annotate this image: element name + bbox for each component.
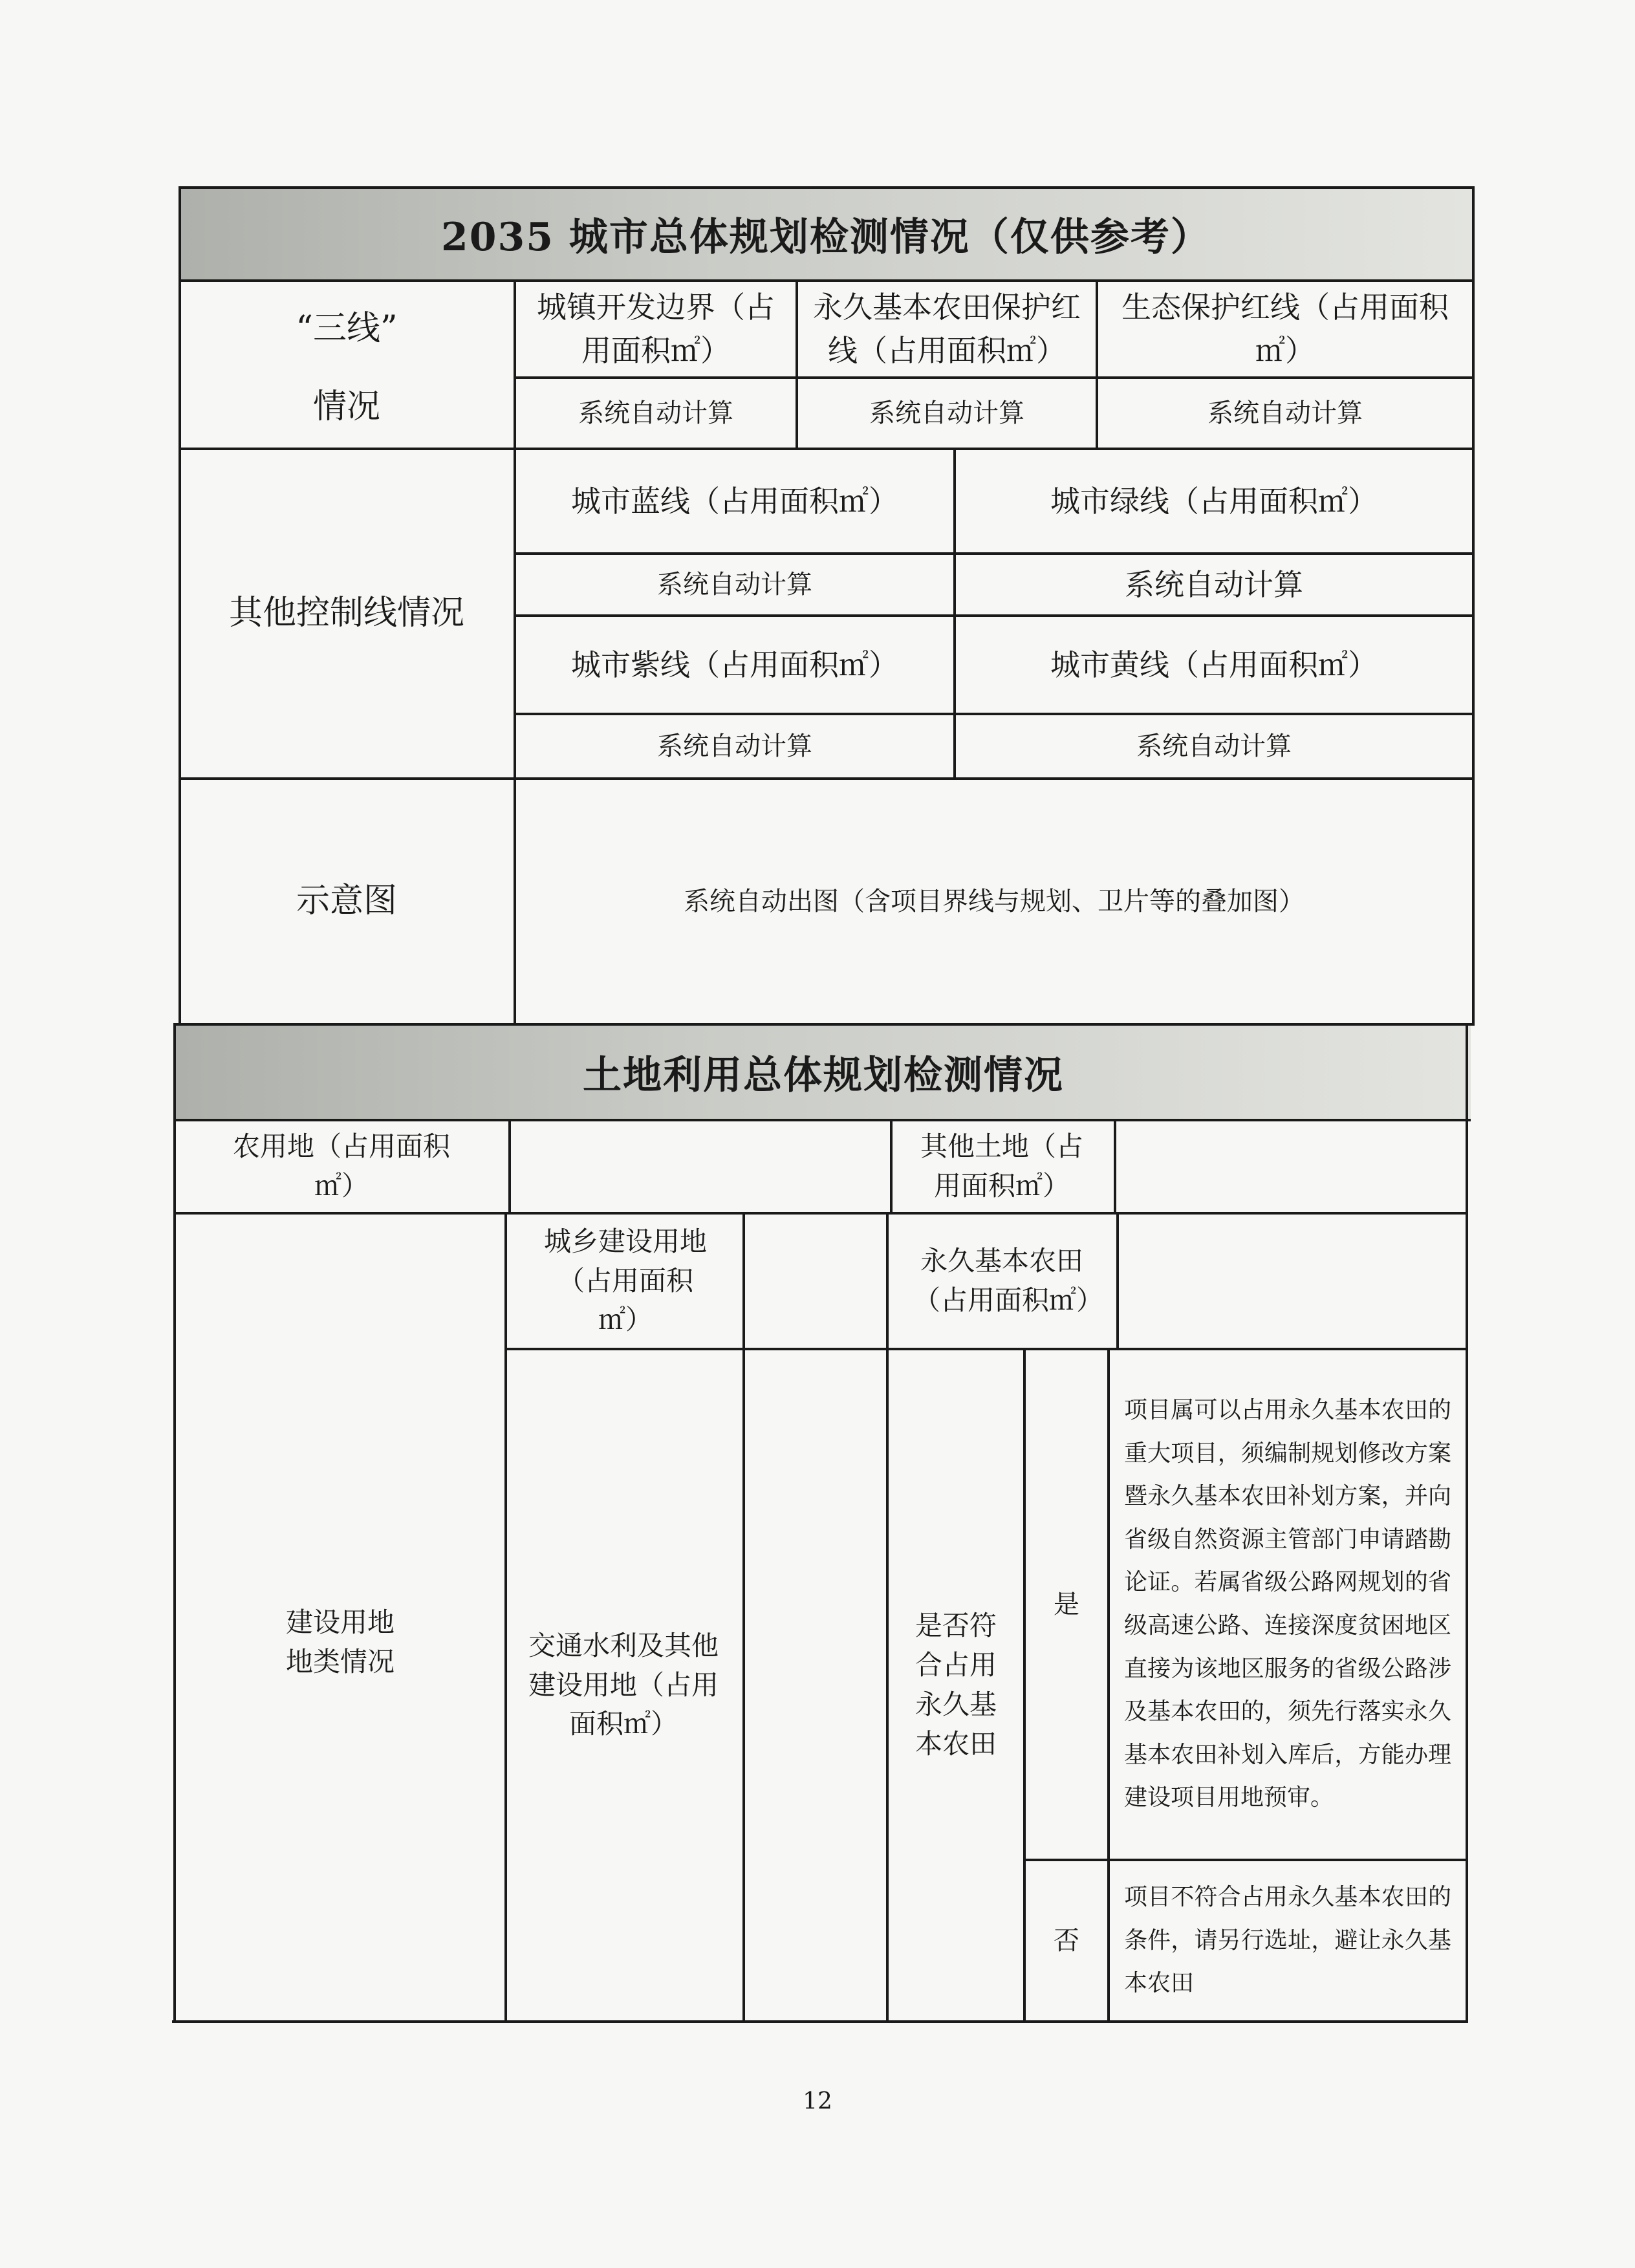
- s1-header-bottom-border: [179, 279, 1475, 282]
- yes-option: 是: [1054, 1590, 1079, 1619]
- construction-land-label: 建设用地 地类情况: [285, 1606, 395, 1678]
- s2-left-border: [173, 1023, 176, 2023]
- no-option: 否: [1054, 1926, 1079, 1956]
- section1-header: [179, 188, 1473, 281]
- s2-col-divider-b: [742, 1212, 745, 2022]
- green-line-value: 系统自动计算: [1125, 567, 1303, 602]
- s2-top-border: [176, 1023, 1472, 1026]
- s1-top-border: [179, 186, 1475, 189]
- farmland-header: 农用地（占用面积㎡）: [232, 1130, 450, 1202]
- conform-question: 是否符合占用永久基本农田: [915, 1610, 997, 1760]
- s2-right-border: [1466, 1023, 1468, 2023]
- urban-dev-boundary-header: 城镇开发边界（占用面积㎡）: [537, 290, 775, 368]
- s2-col-divider-a: [504, 1212, 507, 2022]
- yellow-line-header: 城市黄线（占用面积㎡）: [1050, 647, 1378, 682]
- s2-col-divider-d-top: [1114, 1119, 1116, 1213]
- eco-red-value: 系统自动计算: [1207, 398, 1363, 428]
- s1-col-divider-1: [796, 279, 798, 449]
- s1-sanxian-mid-border: [515, 376, 1475, 379]
- s2-col-divider-d: [1116, 1212, 1119, 1349]
- s1-left-border: [179, 186, 181, 1026]
- blue-line-header: 城市蓝线（占用面积㎡）: [571, 483, 898, 519]
- eco-red-line-header: 生态保护红线（占用面积㎡）: [1121, 290, 1449, 368]
- s2-col-divider-a-top: [508, 1119, 511, 1213]
- other-land-header: 其他土地（占用面积㎡）: [920, 1130, 1083, 1202]
- purple-line-value: 系统自动计算: [657, 731, 812, 761]
- farmland-red-line-header: 永久基本农田保护红线（占用面积㎡）: [813, 290, 1081, 368]
- s2-header-bottom-border: [175, 1119, 1471, 1121]
- s2-col-divider-e: [1023, 1348, 1026, 2022]
- section2-title: 土地利用总体规划检测情况: [583, 1053, 1064, 1098]
- diagram-value: 系统自动出图（含项目界线与规划、卫片等的叠加图）: [684, 887, 1305, 916]
- s1-other-col-divider: [953, 448, 956, 779]
- diagram-label: 示意图: [296, 881, 397, 921]
- s1-right-border: [1472, 186, 1475, 1026]
- s1-col-divider-2: [1096, 279, 1098, 449]
- page-number: 12: [803, 2088, 832, 2115]
- s2-col-divider-c: [886, 1212, 889, 2022]
- blue-line-value: 系统自动计算: [657, 570, 812, 599]
- purple-line-header: 城市紫线（占用面积㎡）: [571, 647, 898, 682]
- s2-yes-no-border: [1024, 1859, 1467, 1861]
- farmland-red-value: 系统自动计算: [869, 398, 1024, 428]
- urban-rural-land-header: 城乡建设用地（占用面积㎡）: [543, 1225, 707, 1336]
- permanent-farmland-header: 永久基本农田（占用面积㎡）: [913, 1245, 1104, 1316]
- urban-dev-value: 系统自动计算: [578, 398, 733, 428]
- yellow-line-value: 系统自动计算: [1136, 731, 1292, 761]
- sanxian-label-top: “三线”: [296, 309, 398, 349]
- green-line-header: 城市绿线（占用面积㎡）: [1050, 483, 1378, 519]
- s1-other-mid-border: [515, 614, 1475, 617]
- s1-other-bottom-border: [179, 777, 1475, 780]
- s1-blue-green-border: [515, 552, 1475, 555]
- sanxian-label-bottom: 情况: [312, 387, 380, 427]
- transport-land-header: 交通水利及其他建设用地（占用面积㎡）: [528, 1629, 719, 1740]
- no-note: 项目不符合占用永久基本农田的条件，请另行选址，避让永久基本农田: [1124, 1884, 1451, 1997]
- s1-label-divider: [514, 279, 516, 1026]
- section1-title: 2035 城市总体规划检测情况（仅供参考）: [441, 215, 1211, 260]
- s1-sanxian-bottom-border: [179, 448, 1475, 450]
- section2-header: [176, 1024, 1471, 1120]
- s2-row2-bottom-border: [506, 1348, 1467, 1350]
- s1-purple-yellow-border: [515, 713, 1475, 715]
- s2-col-divider-f: [1107, 1348, 1110, 2022]
- s2-row1-bottom-border: [175, 1212, 1468, 1215]
- yes-note: 项目属可以占用永久基本农田的重大项目，须编制规划修改方案暨永久基本农田补划方案，并向省级自然资源主管部门申请踏勘论证。若属省级公路网规划的省级高速公路、连接深度贫困地区直接为该地区服务的省级公路涉及基本农田的，须先行落实永久基本农田补划入库后，方能办理建设项目用地预审。: [1124, 1397, 1451, 1811]
- s2-bottom-border: [172, 2020, 1468, 2023]
- s2-col-divider-c-top: [890, 1119, 893, 1213]
- other-lines-label: 其他控制线情况: [228, 594, 464, 633]
